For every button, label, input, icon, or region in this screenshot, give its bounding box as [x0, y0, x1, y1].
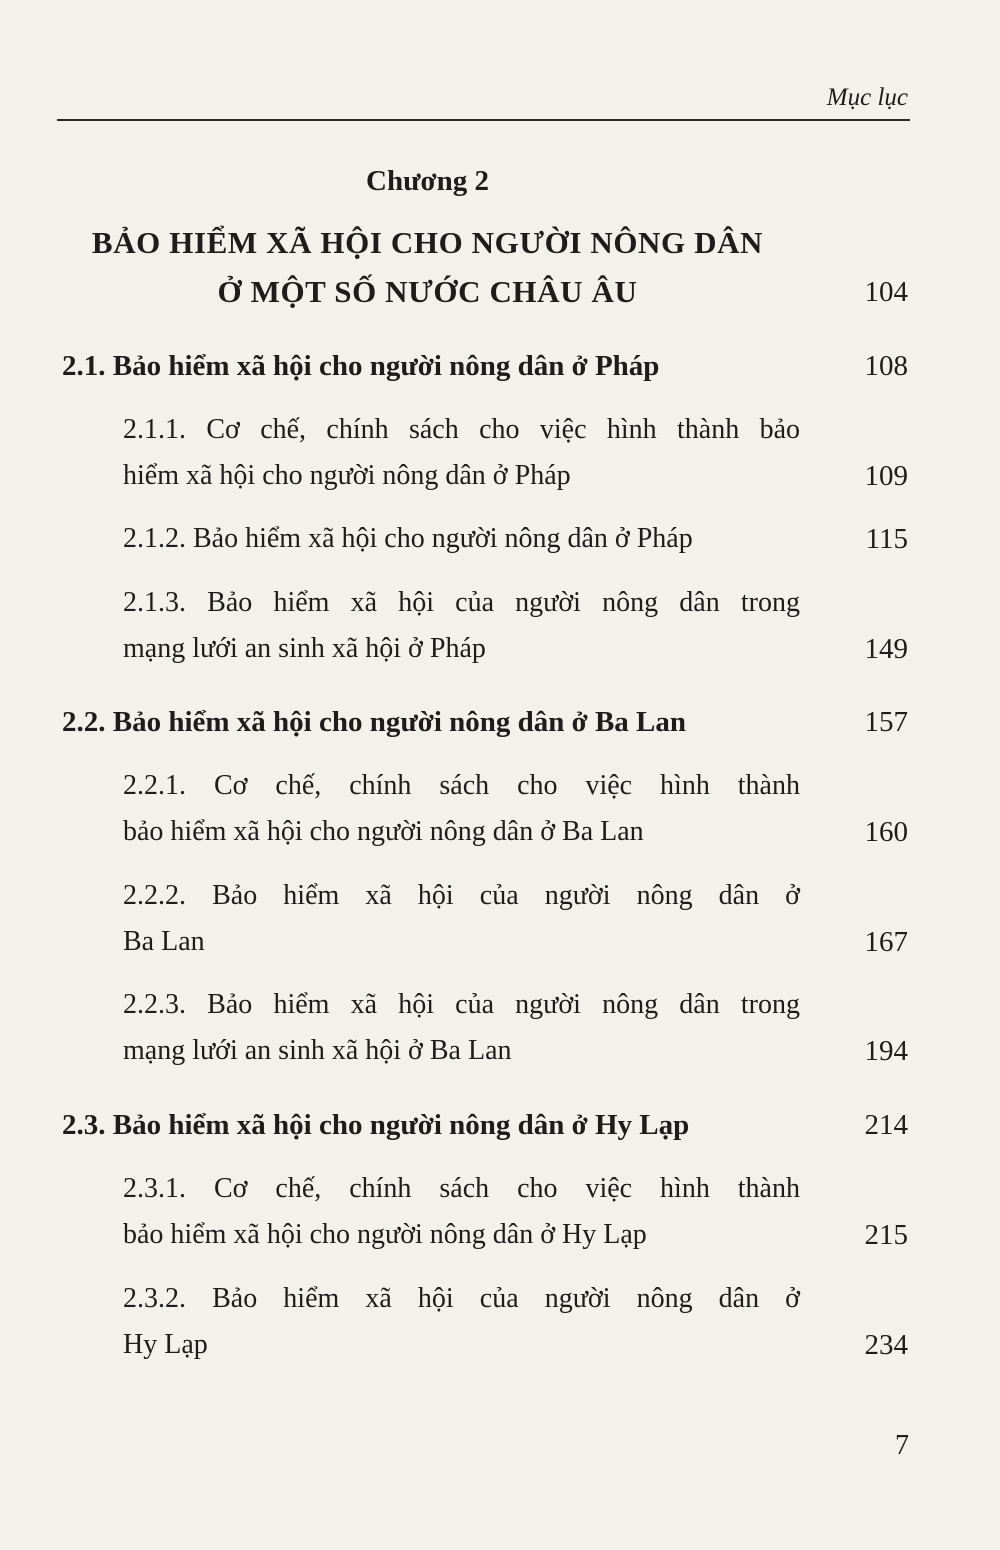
section-title: 2.3. Bảo hiểm xã hội cho người nông dân ở Hy Lạp	[62, 1109, 690, 1141]
subsection-page-number: 215	[864, 1219, 908, 1251]
subsection-line-2: Hy Lạp	[123, 1329, 208, 1360]
subsection-line-2: Ba Lan	[123, 926, 205, 957]
subsection-page-number: 167	[864, 926, 908, 958]
subsection-page-number: 194	[864, 1035, 908, 1067]
section-page-number: 157	[864, 706, 908, 738]
chapter-label: Chương 2	[366, 165, 489, 197]
subsection-page-number: 234	[864, 1329, 908, 1361]
subsection-page-number: 160	[864, 816, 908, 848]
subsection-page-number: 149	[864, 633, 908, 665]
subsection-line-2: hiểm xã hội cho người nông dân ở Pháp	[123, 460, 571, 491]
subsection-line-1: 2.3.2. Bảo hiểm xã hội của người nông dân ở	[123, 1283, 800, 1314]
subsection-line-2: mạng lưới an sinh xã hội ở Ba Lan	[123, 1035, 512, 1066]
subsection-line-2: mạng lưới an sinh xã hội ở Pháp	[123, 633, 486, 664]
subsection-line-2: bảo hiểm xã hội cho người nông dân ở Hy Lạp	[123, 1219, 647, 1250]
chapter-title-line-1: BẢO HIỂM XÃ HỘI CHO NGƯỜI NÔNG DÂN	[91, 225, 764, 260]
chapter-title-line-2: Ở MỘT SỐ NƯỚC CHÂU ÂU	[217, 274, 638, 309]
subsection-page-number: 115	[865, 523, 908, 555]
subsection-line-2: bảo hiểm xã hội cho người nông dân ở Ba Lan	[123, 816, 644, 847]
section-page-number: 108	[864, 350, 908, 382]
section-title: 2.1. Bảo hiểm xã hội cho người nông dân ở Pháp	[62, 350, 660, 382]
subsection-line-1: 2.3.1. Cơ chế, chính sách cho việc hình thành	[123, 1173, 800, 1204]
subsection-line-1: 2.1.2. Bảo hiểm xã hội cho người nông dân ở Pháp	[123, 523, 693, 554]
running-header: Mục lục	[826, 84, 908, 111]
section-page-number: 214	[864, 1109, 908, 1141]
subsection-page-number: 109	[864, 460, 908, 492]
subsection-line-1: 2.2.3. Bảo hiểm xã hội của người nông dân trong	[123, 989, 800, 1020]
section-title: 2.2. Bảo hiểm xã hội cho người nông dân ở Ba Lan	[62, 706, 687, 738]
subsection-line-1: 2.2.2. Bảo hiểm xã hội của người nông dân ở	[123, 880, 800, 911]
page-number: 7	[895, 1430, 909, 1461]
subsection-line-1: 2.2.1. Cơ chế, chính sách cho việc hình thành	[123, 770, 800, 801]
subsection-line-1: 2.1.3. Bảo hiểm xã hội của người nông dân trong	[123, 587, 800, 618]
chapter-page-number: 104	[864, 276, 908, 308]
header-rule	[57, 119, 910, 121]
subsection-line-1: 2.1.1. Cơ chế, chính sách cho việc hình thành bảo	[123, 414, 800, 445]
